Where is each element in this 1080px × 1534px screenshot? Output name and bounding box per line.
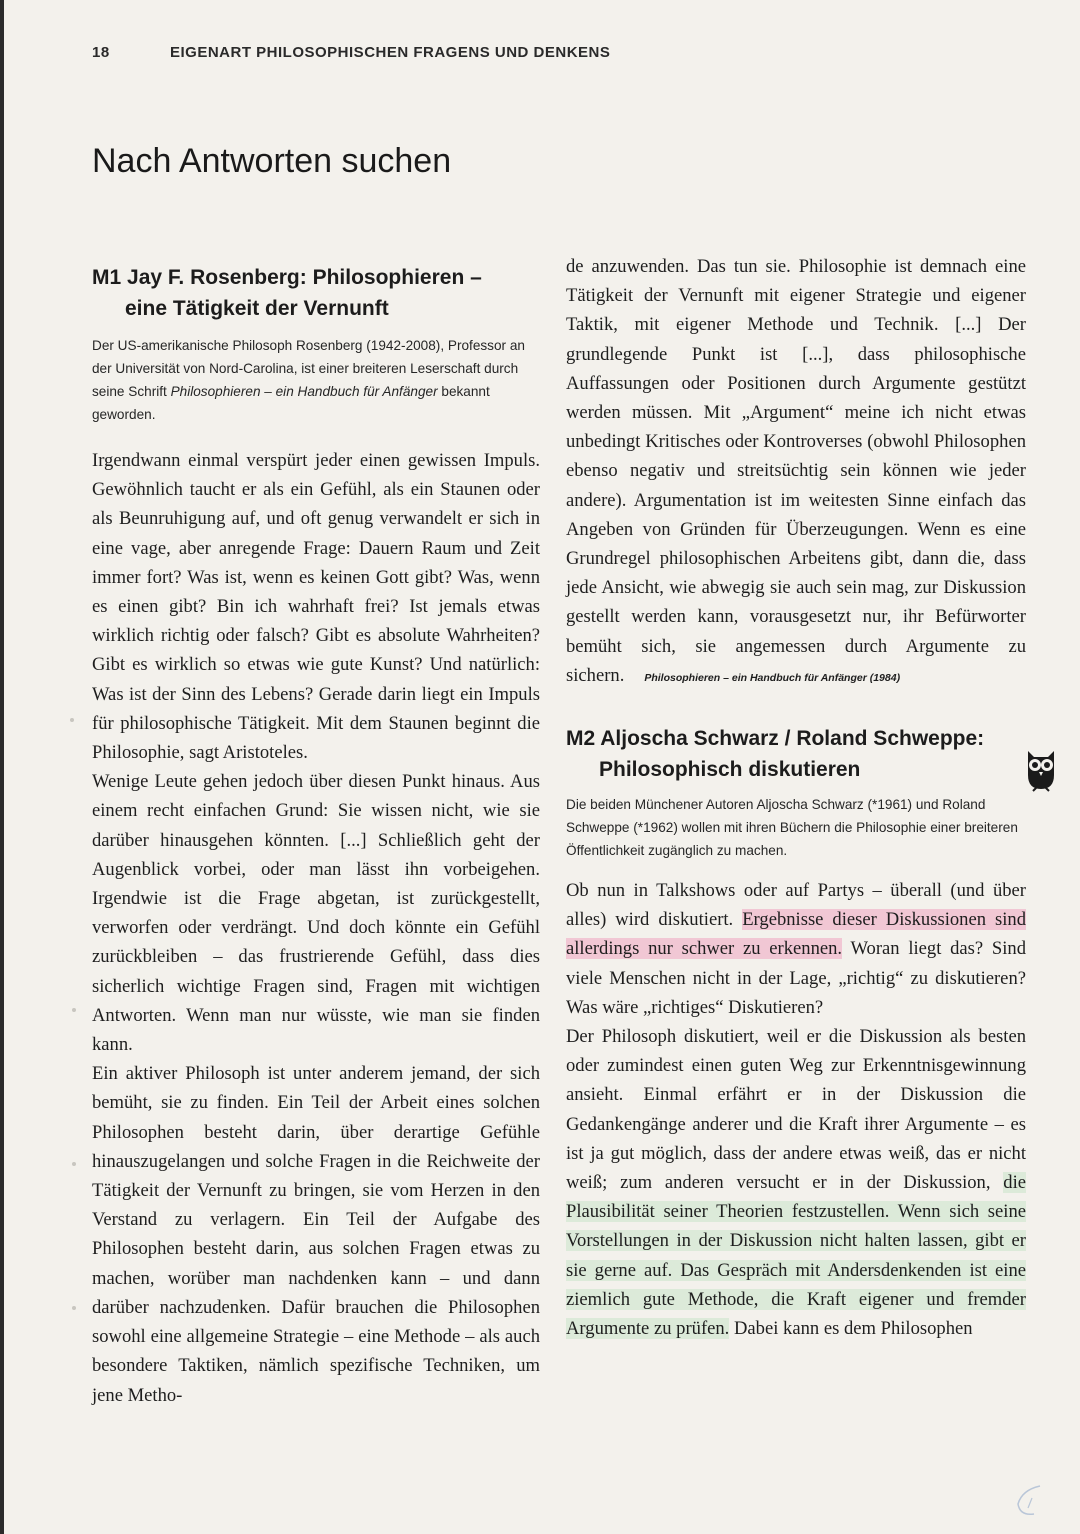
m1-paragraph-1: Irgendwann einmal verspürt jeder einen gewissen Impuls. Gewöhnlich taucht er als ein Gefühl, als ein Staunen oder als Beunruhigung auf, und oft genug verwandelt er sich in eine vage, aber anregende Frage: Dauern Raum und Zeit immer fort? Was ist, wenn es keinen Gott gibt? Was, wenn es einen gibt? Bin ich wahrhaft frei? Ist jemals etwas wirklich richtig oder falsch? Gibt es absolute Wahrheiten? Gibt es wirklich so etwas wie gute Kunst? Und natürlich: Was ist der Sinn des Lebens? Gerade darin liegt ein Impuls für philosophische Tätigkeit. Mit dem Staunen beginnt die Philosophie, sagt Aristoteles. (92, 450, 540, 764)
m2-para2-end: Dabei kann es dem Philosophen (729, 1318, 973, 1340)
m2-para1-end: Woran liegt das? Sind viele Menschen nicht in der Lage, „richtig“ zu diskutieren? Was wäre „richtiges“ Diskutieren? (566, 938, 1026, 1018)
m2-paragraph-2 (566, 1022, 1026, 1343)
m2-para2-start: Der Philosoph diskutiert, weil er die Diskussion als besten oder zumindest einen guten Weg zur Erkenntnisgewinnung ansieht. Einmal erfährt er in der Diskussion die Gedankengänge anderer und die Kraft ihrer Argumente – es ist ja gut möglich, dass der andere etwas weiß, das er nicht weiß; zum anderen versucht er in der Diskussion, (566, 1026, 1026, 1194)
m1-continuation (566, 252, 1026, 693)
pencil-mark-icon (1010, 1480, 1050, 1520)
m1-number: M1 (92, 266, 122, 289)
m1-intro-text: Der US-amerikanische Philosoph Rosenberg (1942-2008), Professor an der Universität von Nord-Carolina, ist einer breiteren Leserschaft durch seine Schrift (92, 338, 525, 399)
m1-body (92, 446, 540, 1410)
right-column (566, 252, 1026, 1343)
pink-highlight: Ergebnisse dieser Diskussionen sind allerdings nur schwer zu erkennen. (566, 909, 1026, 960)
margin-dot (72, 1162, 76, 1166)
m2-title-line2: Philosophisch diskutieren (599, 758, 861, 782)
m2-heading (566, 723, 1026, 785)
m1-heading (92, 262, 540, 324)
m1-paragraph-2: Wenige Leute gehen jedoch über diesen Punkt hinaus. Aus einem recht einfachen Grund: Sie wissen nicht, wie sie darüber hinausgehen könnten. [...] Schließlich geht der Augenblick vorbei, oder man lässt ihn vorbeigehen. Irgendwie ist die Frage abgetan, ist zurückgestellt, verworfen oder verdrängt. Und doch könnte ein Gefühl zurückbleiben – das frustrierende Gefühl, dass dies sicherlich wichtige Fragen sind, Fragen mit wichtigen Antworten. Wenn man nur wüsste, wie man sie finden kann. (92, 771, 540, 1056)
m1-continuation-text: de anzuwenden. Das tun sie. Philosophie ist demnach eine Tätigkeit der Vernunft mit eigener Strategie und eigener Taktik, mit eigener Methode und Technik. [...] Der grundlegende Punkt ist [...], dass philosophische Auffassungen oder Positionen durch Argumente gestützt werden müssen. Mit „Argument“ meine ich nicht etwas unbedingt Kritisches oder Kontroverses (obwohl Philosophen ebenso negativ und streitsüchtig sein können wie jeder andere). Argumentation ist im weitesten Sinne einfach das Angeben von Gründen für Überzeugungen. Wenn es eine Grundregel philosophischen Arbeitens gibt, dann die, dass jede Ansicht, wie abwegig sie auch sein mag, zur Diskussion gestellt werden kann, vorausgesetzt nur, ihr Befürworter bemüht sich, sie angemessen durch Argumente zu sichern. (566, 256, 1026, 686)
m1-source: Philosophieren – ein Handbuch für Anfänger (1984) (644, 671, 901, 684)
margin-dot (72, 1306, 76, 1310)
m2-para1-start: Ob nun in Talkshows oder auf Partys – überall (und über alles) wird diskutiert. (566, 880, 1026, 931)
m1-paragraph-3: Ein aktiver Philosoph ist unter anderem jemand, der sich bemüht, sie zu finden. Ein Teil der Arbeit eines solchen Philosophen besteht darin, über derartige Gefühle hinauszugelangen und solche Fragen in die Reichweite der Tätigkeit der Vernunft zu bringen, sie vom Herzen in den Verstand zu verlagern. Ein Teil der Aufgabe des Philosophen besteht darin, aus solchen Fragen etwas zu machen, worüber man nachdenken kann – und dann darüber nachzudenken. Dafür brauchen die Philosophen sowohl eine allgemeine Strategie – eine Methode – als auch besondere Taktiken, nämlich spezifische Techniken, um jene Metho- (92, 1063, 540, 1406)
page-number: 18 (92, 44, 110, 61)
m1-title-line1: Jay F. Rosenberg: Philosophieren – (127, 266, 482, 289)
m2-paragraph-1 (566, 876, 1026, 1022)
running-title: EIGENART PHILOSOPHISCHEN FRAGENS UND DENKENS (170, 44, 611, 61)
m1-intro-text-end: bekannt geworden. (92, 384, 490, 422)
m1-title-line2: eine Tätigkeit der Vernunft (125, 297, 389, 320)
page-edge (0, 0, 4, 1534)
m2-number: M2 (566, 727, 596, 751)
running-header (92, 44, 610, 61)
m1-intro-work-title: Philosophieren – ein Handbuch für Anfänger (170, 384, 438, 399)
green-highlight: die Plausibilität seiner Theorien festzustellen. Wenn sich seine Vorstellungen in der Diskussion nicht halten lassen, gibt er sie gerne auf. Das Gespräch mit Andersdenkenden ist eine ziemlich gute Methode, die Kraft eigener und fremder Argumente zu prüfen. (566, 1172, 1026, 1340)
chapter-title: Nach Antworten suchen (92, 142, 452, 180)
margin-dot (70, 718, 74, 722)
m2-title-line1: Aljoscha Schwarz / Roland Schweppe: (600, 727, 985, 751)
owl-icon (1020, 745, 1062, 793)
m1-intro (92, 334, 540, 426)
m2-intro: Die beiden Münchener Autoren Aljoscha Schwarz (*1961) und Roland Schweppe (*1962) wollen mit ihren Büchern die Philosophie einer breiteren Öffentlichkeit zugänglich zu machen. (566, 797, 1018, 859)
left-column (92, 262, 540, 1410)
margin-dot (72, 1008, 76, 1012)
m2-section (566, 723, 1026, 1343)
m2-body (566, 876, 1026, 1343)
